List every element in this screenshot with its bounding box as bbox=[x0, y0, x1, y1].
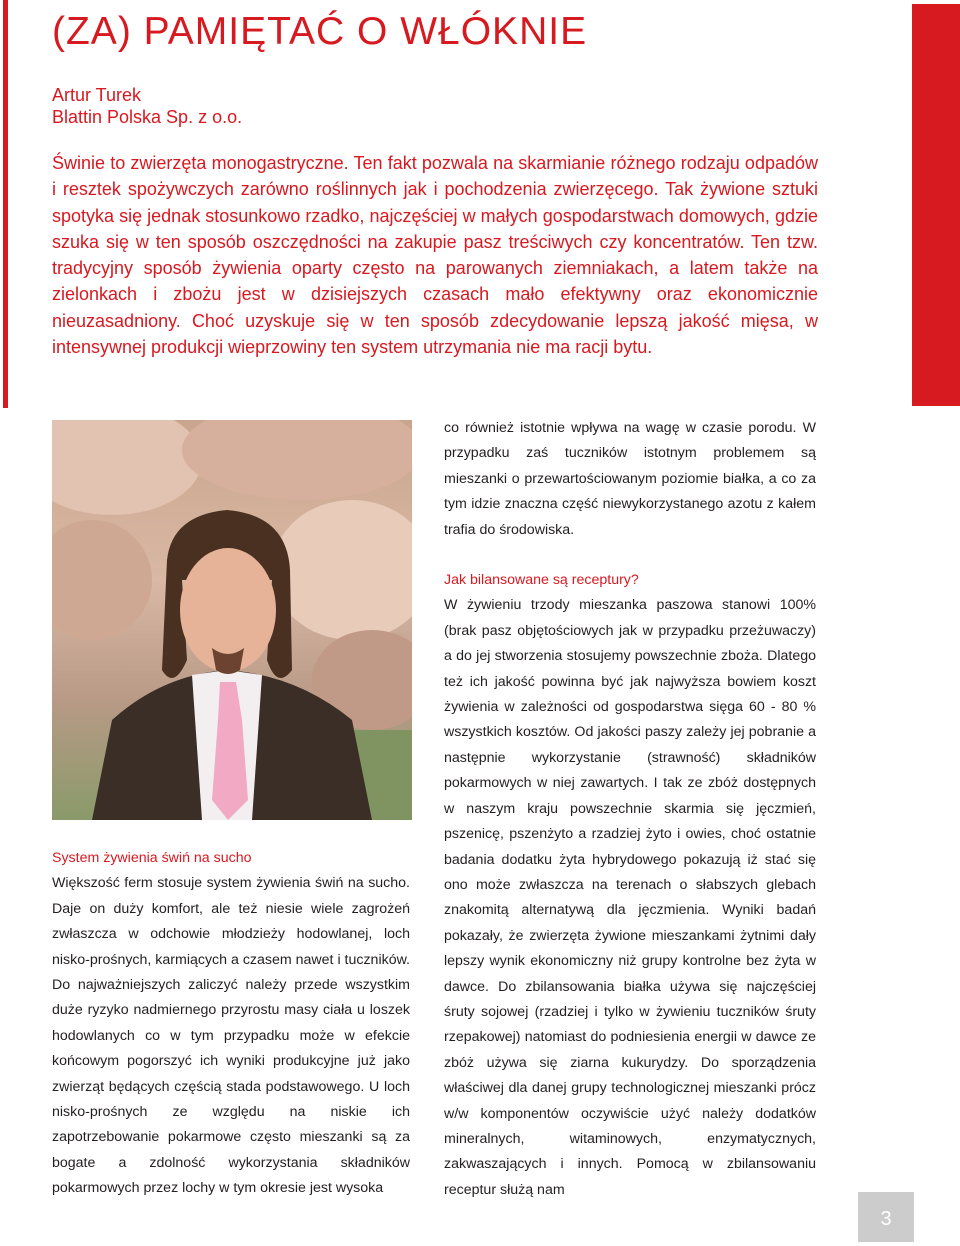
page-number: 3 bbox=[858, 1192, 914, 1242]
author-block bbox=[52, 84, 242, 128]
right-subheading: Jak bilansowane są receptury? bbox=[444, 572, 639, 589]
author-photo bbox=[52, 420, 412, 820]
left-column bbox=[52, 846, 410, 1202]
right-paragraph-2: W żywieniu trzody mieszanka paszowa stanowi 100% (brak pasz objętościowych jak w przypadku przeżuwaczy) a do jej stworzenia stosujemy powszechnie zboża. Dlatego też ich jakość powinna być jak najwyższa bowiem koszt żywienia w zależności od gospodarstwa sięga 60 - 80 % wszystkich kosztów. Od jakości paszy zależy jej pobranie a następnie wykorzystanie (strawność) składników pokarmowych w niej zawartych. I tak ze zbóż dostępnych w naszym kraju powszechnie skarmia się jęczmień, pszenicę, pszenżyto a rzadziej żyto i owies, choć ostatnie badania dodatku żyta hybrydowego pokazują iż stać się ono może zwłaszcza na terenach o słabszych glebach znakomitą alternatywą dla jęczmienia. Wyniki badań pokazały, że zwierzęta żywione mieszankami żytnimi dały lepszy wynik ekonomiczny niż grupy kontrolne bez żyta w dawce. Do zbilansowania białka używa się najczęściej śruty sojowej (rzadziej i tylko w żywieniu tuczników śruty rzepakowej) natomiast do podniesienia energii w dawce ze zbóż używa się ziarna kukurydzy. Do sporządzenia właściwej dla danej grupy technologicznej mieszanki prócz w/w komponentów oczywiście użyć należy dodatków mineralnych, witaminowych, enzymatycznych, zakwaszających i innych. Pomocą w zbilansowaniu receptur służą nam bbox=[444, 597, 816, 1198]
right-accent-block bbox=[912, 4, 960, 406]
author-company: Blattin Polska Sp. z o.o. bbox=[52, 107, 243, 127]
left-body: Większość ferm stosuje system żywienia świń na sucho. Daje on duży komfort, ale też niesie wiele zagrożeń zwłaszcza w odchowie młodzieży hodowlanej, loch nisko-prośnych, karmiących a czasem nawet i tuczników. Do najważniejszych zaliczyć należy przede wszystkim duże ryzyko nadmiernego przyrostu masy ciała u loszek hodowlanych co w tym przypadku może w efekcie końcowym pogorszyć ich wyniki produkcyjne już jako zwierząt będących częścią stada podstawowego. U loch nisko-prośnych ze względu na niskie ich zapotrzebowanie pokarmowe często mieszanki są za bogate a zdolność wykorzystania składników pokarmowych przez lochy w tym okresie jest wysoka bbox=[52, 875, 410, 1197]
author-name: Artur Turek bbox=[52, 85, 142, 105]
paragraph-gap bbox=[444, 543, 816, 568]
left-accent-rule bbox=[3, 0, 8, 408]
article-title: (ZA) PAMIĘTAĆ O WŁÓKNIE bbox=[52, 10, 588, 53]
right-paragraph-1: co również istotnie wpływa na wagę w czasie porodu. W przypadku zaś tuczników istotnym problemem są mieszanki o przewartościowanym poziomie białka, a co za tym idzie znaczna część niewykorzystanego azotu z kałem trafia do środowiska. bbox=[444, 420, 816, 538]
intro-paragraph: Świnie to zwierzęta monogastryczne. Ten fakt pozwala na skarmianie różnego rodzaju odpadów i resztek spożywczych zarówno roślinnych jak i pochodzenia zwierzęcego. Tak żywione sztuki spotyka się jednak stosunkowo rzadko, najczęściej w małych gospodarstwach domowych, gdzie szuka się w ten sposób oszczędności na zakupie pasz treściwych czy koncentratów. Ten tzw. tradycyjny sposób żywienia oparty często na parowanych ziemniakach, a latem także na zielonkach i zbożu jest w dzisiejszych czasach mało efektywny oraz ekonomicznie nieuzasadniony. Choć uzyskuje się w ten sposób zdecydowanie lepszą jakość mięsa, w intensywnej produkcji wieprzowiny ten system utrzymania nie ma racji bytu. bbox=[52, 153, 818, 358]
right-column bbox=[444, 416, 816, 1203]
left-subheading: System żywienia świń na sucho bbox=[52, 850, 252, 866]
